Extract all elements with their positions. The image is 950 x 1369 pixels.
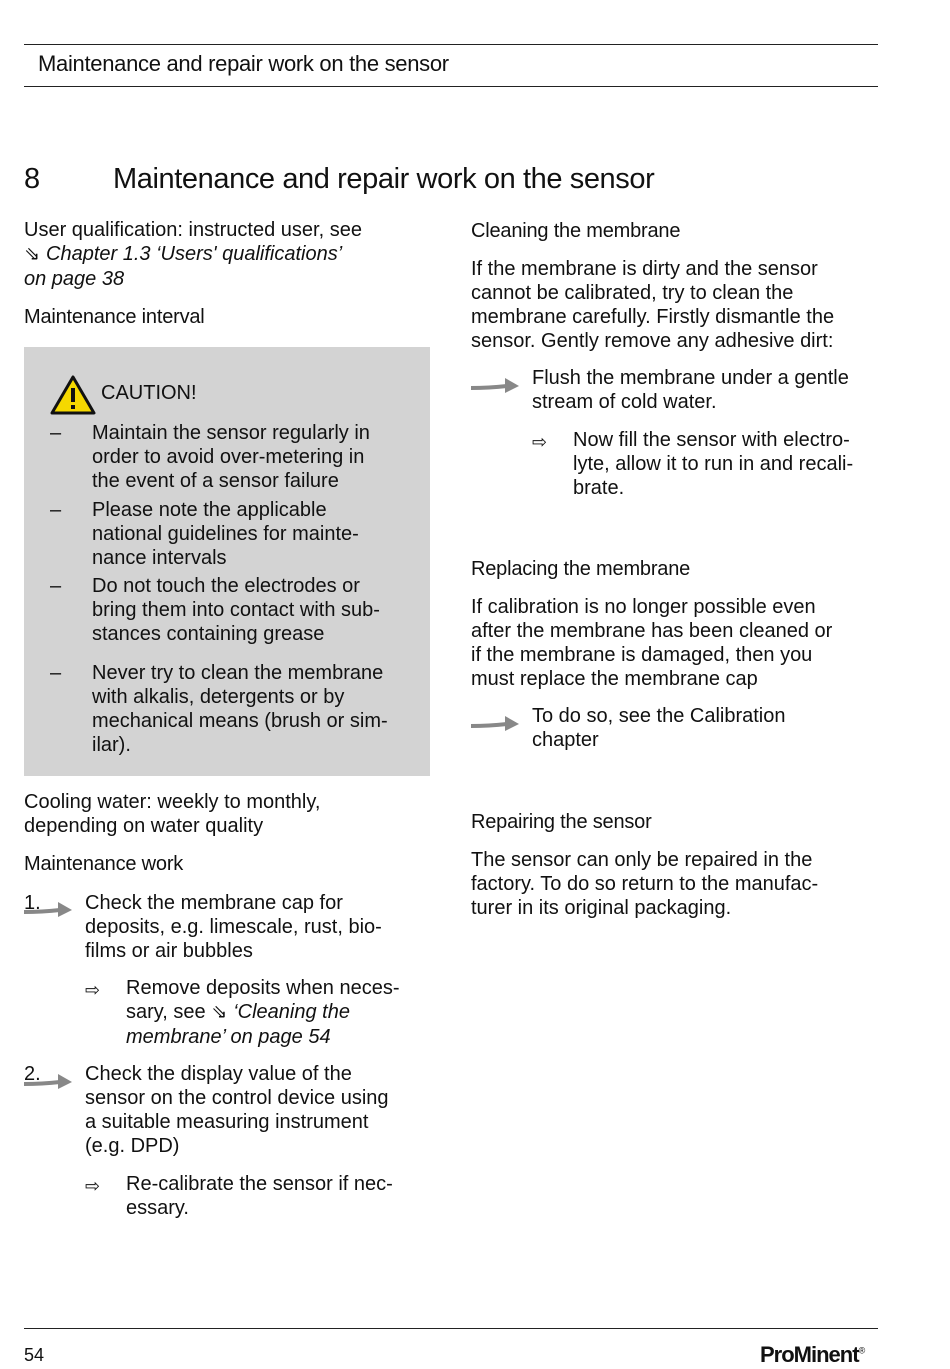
chapter-title: Maintenance and repair work on the sensor bbox=[113, 163, 655, 195]
cleaning-step: Flush the membrane under a gentle stream of cold water. bbox=[532, 367, 849, 413]
replacing-heading: Replacing the membrane bbox=[471, 558, 691, 580]
step-1-result: Remove deposits when neces- sary, see ⇘ ‘Cleaning the membrane’ on page 54 bbox=[126, 976, 436, 1049]
step-arrow-icon bbox=[24, 1070, 74, 1090]
top-rule bbox=[24, 44, 878, 45]
repairing-heading: Repairing the sensor bbox=[471, 811, 652, 833]
cooling-water-text: Cooling water: weekly to monthly, depending on water quality bbox=[24, 791, 321, 837]
step-arrow-icon bbox=[471, 374, 521, 394]
user-qualification-text: instructed user, see bbox=[182, 219, 362, 241]
caution-item-text: Please note the applicable national guidelines for mainte- nance intervals bbox=[92, 499, 359, 569]
user-qualification-label: User qualification: bbox=[24, 219, 183, 241]
repairing-paragraph: The sensor can only be repaired in the factory. To do so return to the manufac- turer in its original packaging. bbox=[471, 849, 819, 919]
step-2-text: Check the display value of the sensor on the control device using a suitable measuring instrument (e.g. DPD) bbox=[85, 1063, 389, 1157]
link-arrow-icon: ⇘ bbox=[211, 1002, 228, 1023]
footer-rule bbox=[24, 1328, 878, 1329]
result-arrow-icon: ⇨ bbox=[532, 432, 548, 452]
cleaning-heading: Cleaning the membrane bbox=[471, 220, 681, 242]
warning-triangle-icon bbox=[50, 375, 96, 415]
replacing-step: To do so, see the Calibration chapter bbox=[532, 705, 786, 751]
maintenance-work-heading: Maintenance work bbox=[24, 853, 184, 875]
dash-bullet: – bbox=[50, 422, 62, 444]
result-arrow-icon: ⇨ bbox=[85, 1176, 101, 1196]
cleaning-paragraph: If the membrane is dirty and the sensor cannot be calibrated, try to clean the membrane carefully. Firstly dismantle the sensor. Gently remove any adhesive dirt: bbox=[471, 258, 835, 352]
header-rule bbox=[24, 86, 878, 87]
dash-bullet: – bbox=[50, 662, 62, 684]
running-header: Maintenance and repair work on the sensor bbox=[38, 51, 449, 76]
user-qualification bbox=[24, 218, 434, 291]
dash-bullet: – bbox=[50, 499, 62, 521]
step-number-1: 1. bbox=[24, 892, 41, 914]
maintenance-interval-heading: Maintenance interval bbox=[24, 306, 205, 328]
chapter-link[interactable]: ⇘ Chapter 1.3 ‘Users' qualifications’ bbox=[24, 243, 343, 265]
page-number: 54 bbox=[24, 1345, 45, 1365]
step-number-2: 2. bbox=[24, 1063, 41, 1085]
chapter-link-page[interactable]: on page 38 bbox=[24, 268, 125, 290]
cleaning-link[interactable]: ⇘ ‘Cleaning the bbox=[211, 1001, 350, 1023]
step-arrow-icon bbox=[471, 712, 521, 732]
result-arrow-icon: ⇨ bbox=[85, 980, 101, 1000]
caution-item-text: Do not touch the electrodes or bring them into contact with sub- stances containing grease bbox=[92, 575, 380, 645]
step-1-text: Check the membrane cap for deposits, e.g. limescale, rust, bio- films or air bubbles bbox=[85, 892, 382, 962]
caution-box bbox=[24, 347, 430, 776]
caution-label: CAUTION! bbox=[101, 382, 197, 404]
cleaning-link-page[interactable]: membrane’ on page 54 bbox=[126, 1026, 331, 1048]
link-arrow-icon: ⇘ bbox=[24, 244, 40, 265]
prominent-logo: ProMinent® bbox=[760, 1342, 865, 1367]
caution-item-text: Maintain the sensor regularly in order to avoid over-metering in the event of a sensor failure bbox=[92, 422, 370, 492]
cleaning-result: Now fill the sensor with electro- lyte, allow it to run in and recali- brate. bbox=[573, 429, 854, 499]
step-2-result: Re-calibrate the sensor if nec- essary. bbox=[126, 1173, 393, 1219]
dash-bullet: – bbox=[50, 575, 62, 597]
step-arrow-icon bbox=[24, 898, 74, 918]
chapter-number: 8 bbox=[24, 163, 40, 195]
replacing-paragraph: If calibration is no longer possible even after the membrane has been cleaned or if the membrane is damaged, then you must replace the membrane cap bbox=[471, 596, 833, 690]
caution-item-text: Never try to clean the membrane with alkalis, detergents or by mechanical means (brush or sim- ilar). bbox=[92, 662, 388, 756]
